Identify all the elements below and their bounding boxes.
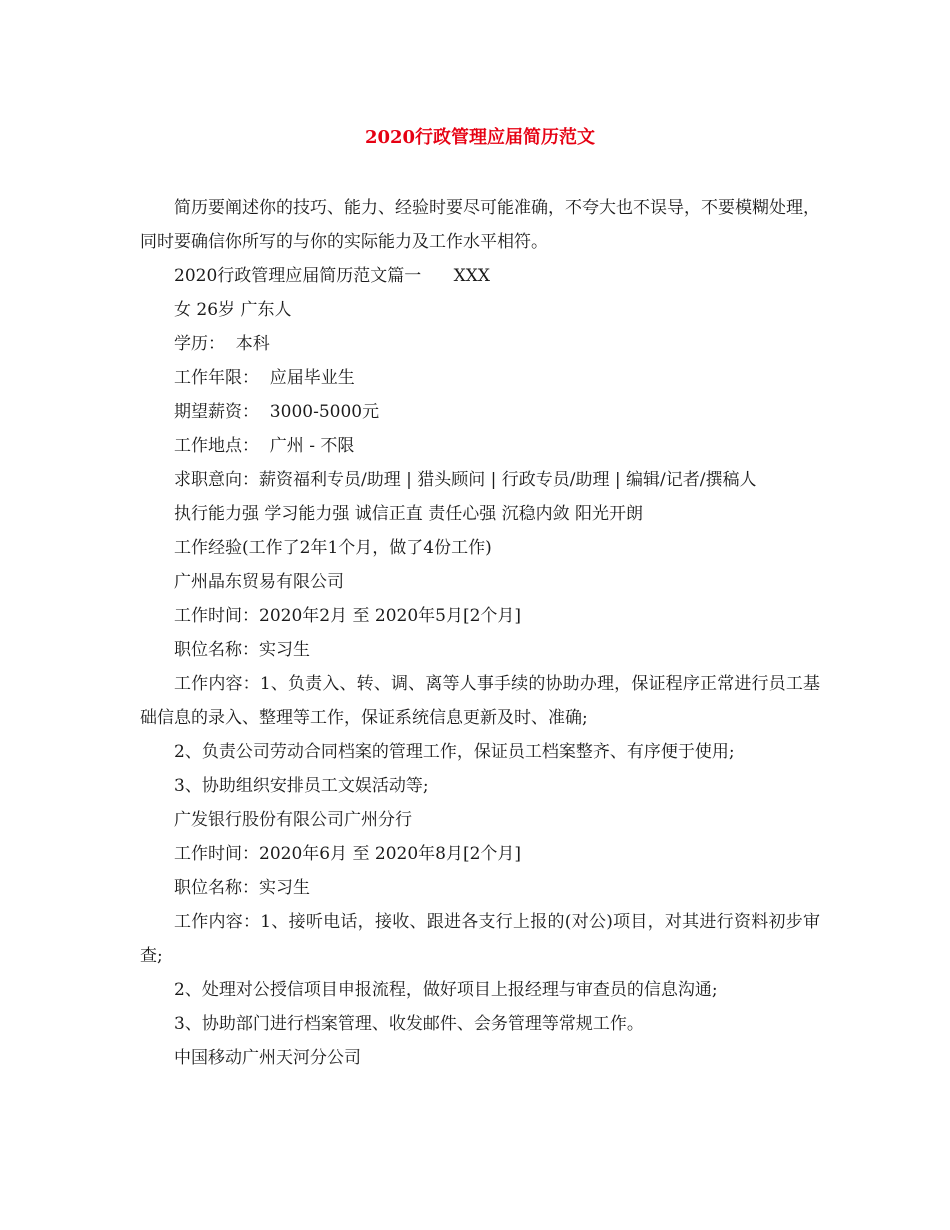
company-name: 广州晶东贸易有限公司 <box>174 572 344 592</box>
work-location: 工作地点： 广州 - 不限 <box>174 436 355 456</box>
expected-salary: 期望薪资： 3000-5000元 <box>174 402 380 422</box>
personal-traits: 执行能力强 学习能力强 诚信正直 责任心强 沉稳内敛 阳光开朗 <box>174 504 644 524</box>
work-content-item: 3、协助部门进行档案管理、收发邮件、会务管理等常规工作。 <box>174 1014 644 1034</box>
document-title: 2020行政管理应届简历范文 <box>364 127 596 148</box>
work-content-item: 2、负责公司劳动合同档案的管理工作，保证员工档案整齐、有序便于使用; <box>174 742 735 762</box>
position-title: 职位名称：实习生 <box>174 640 310 660</box>
resume-heading: 2020行政管理应届简历范文篇一 XXX <box>174 266 490 286</box>
personal-info: 女 26岁 广东人 <box>174 300 292 320</box>
work-experience-heading: 工作经验(工作了2年1个月，做了4份工作) <box>174 538 492 558</box>
intro-paragraph: 简历要阐述你的技巧、能力、经验时要尽可能准确，不夸大也不误导，不要模糊处理，同时要确信你所写的与你的实际能力及工作水平相符。 <box>140 198 820 252</box>
document-body <box>140 191 820 1075</box>
position-title: 职位名称：实习生 <box>174 878 310 898</box>
work-content-item: 3、协助组织安排员工文娱活动等; <box>174 776 429 796</box>
work-content-item: 2、处理对公授信项目申报流程，做好项目上报经理与审查员的信息沟通; <box>174 980 718 1000</box>
work-years: 工作年限： 应届毕业生 <box>174 368 355 388</box>
work-content: 工作内容：1、负责入、转、调、离等人事手续的协助办理，保证程序正常进行员工基础信息的录入、整理等工作，保证系统信息更新及时、准确; <box>140 674 820 728</box>
education: 学历： 本科 <box>174 334 270 354</box>
company-name: 中国移动广州天河分公司 <box>174 1048 361 1068</box>
job-intention: 求职意向：薪资福利专员/助理 | 猎头顾问 | 行政专员/助理 | 编辑/记者/撰稿人 <box>174 470 757 490</box>
work-content: 工作内容：1、接听电话，接收、跟进各支行上报的(对公)项目，对其进行资料初步审查; <box>140 912 820 966</box>
company-name: 广发银行股份有限公司广州分行 <box>174 810 412 830</box>
work-period: 工作时间：2020年6月 至 2020年8月[2个月] <box>174 844 522 864</box>
work-period: 工作时间：2020年2月 至 2020年5月[2个月] <box>174 606 522 626</box>
